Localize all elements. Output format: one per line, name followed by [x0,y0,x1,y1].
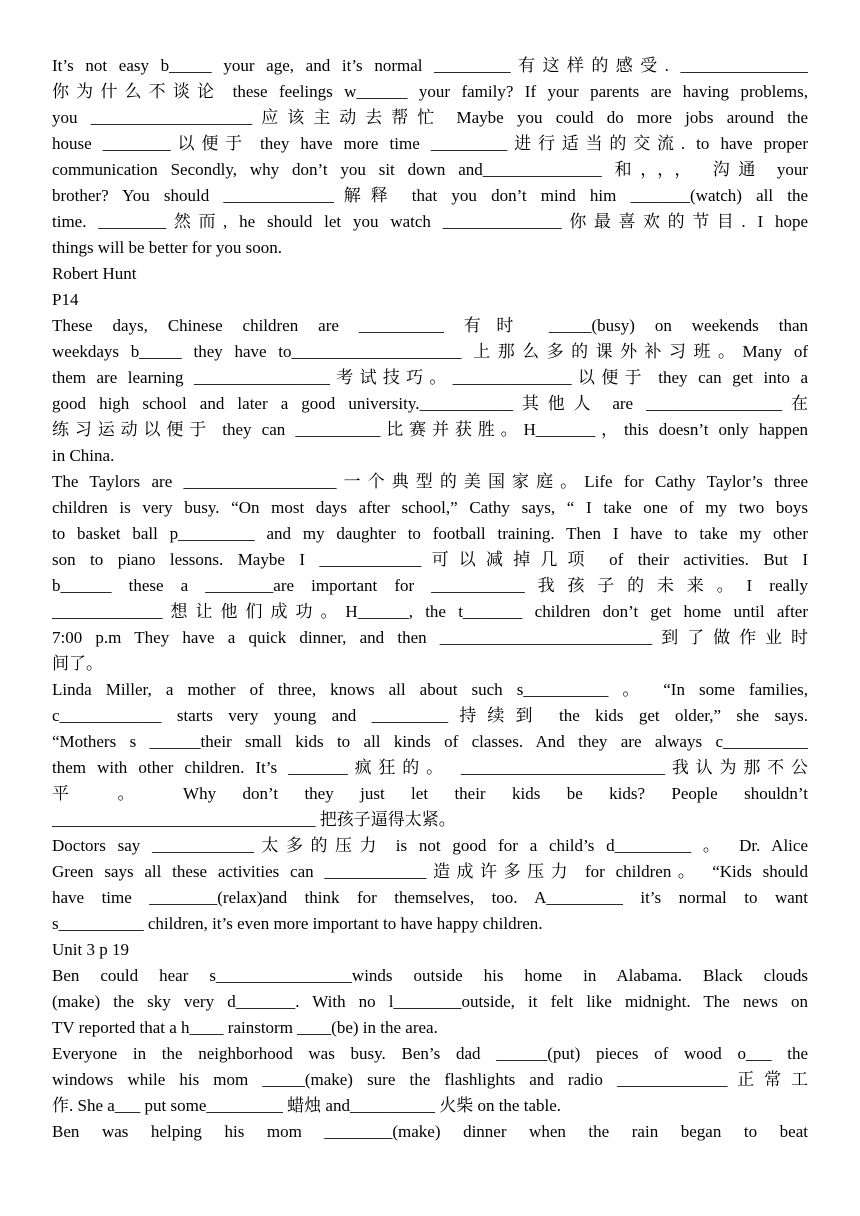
text-line-40: windows while his mom _____(make) sure the flashlights and radio _____________正常工 [52,1070,808,1089]
text-line-36: Ben could hear s________________winds outside his home in Alabama. Black clouds [52,966,808,985]
text-line-6: brother? You should _____________解释 that you don’t mind him _______(watch) all the [52,186,808,205]
text-line-39: Everyone in the neighborhood was busy. Ben’s dad ______(put) pieces of wood o___ the [52,1044,808,1063]
text-line-11: These days, Chinese children are __________ 有时 _____(busy) on weekends than [52,316,808,335]
text-line-12: weekdays b_____ they have to____________________ 上那么多的课外补习班。Many of [52,342,808,361]
text-line-2: 你为什么不谈论 these feelings w______ your family? If your parents are having problems, [52,82,808,101]
signature-line: Robert Hunt [52,264,137,283]
text-line-28: them with other children. It’s _______疯狂的。 ________________________我认为那不公 [52,758,808,777]
text-line-5: communication Secondly, why don’t you sit down and______________ 和，，， 沟通 your [52,160,808,179]
text-line-34: s__________ children, it’s even more important to have happy children. [52,914,543,933]
text-line-37: (make) the sky very d_______. With no l________outside, it felt like midnight. The news on [52,992,808,1011]
text-line-29: 平 。 Why don’t they just let their kids be kids? People shouldn’t [52,784,808,803]
text-line-27: “Mothers s ______their small kids to all kinds of classes. And they are always c__________ [52,732,808,751]
text-line-30: _______________________________ 把孩子逼得太紧。 [52,810,456,829]
text-line-18: children is very busy. “On most days after school,” Cathy says, “ I take one of my two boys [52,498,808,517]
text-line-8: things will be better for you soon. [52,238,282,257]
text-line-23: 7:00 p.m They have a quick dinner, and then _________________________到了做作业时 [52,628,808,647]
text-line-7: time. ________然而, he should let you watch ______________你最喜欢的节目. I hope [52,212,808,231]
text-line-38: TV reported that a h____ rainstorm ____(be) in the area. [52,1018,438,1037]
page-heading-p14: P14 [52,290,79,309]
text-line-21: b______ these a ________are important for ___________我孩子的未来。I really [52,576,808,595]
text-line-41: 作. She a___ put some_________ 蜡烛 and__________ 火柴 on the table. [52,1096,562,1115]
text-line-1: It’s not easy b_____ your age, and it’s normal _________有这样的感受. _______________ [52,56,808,75]
text-line-17: The Taylors are __________________一个典型的美国家庭。Life for Cathy Taylor’s three [52,472,808,491]
text-line-14: good high school and later a good university.___________其他人 are ________________在 [52,394,808,413]
text-line-3: you ___________________应该主动去帮忙 Maybe you could do more jobs around the [52,108,808,127]
text-line-15: 练习运动以便于 they can __________比赛并获胜。H_______，this doesn’t only happen [52,420,808,439]
text-line-19: to basket ball p_________ and my daughter to football training. Then I have to take my other [52,524,808,543]
text-line-42: Ben was helping his mom ________(make) dinner when the rain began to beat [52,1122,808,1141]
text-line-20: son to piano lessons. Maybe I ____________可以减掉几项 of their activities. But I [52,550,808,569]
text-line-22: _____________想让他们成功。H______, the t_______ children don’t get home until after [52,602,808,621]
document-page [52,53,808,1145]
text-line-4: house ________以便于 they have more time _________进行适当的交流. to have proper [52,134,808,153]
text-line-33: have time ________(relax)and think for themselves, too. A_________ it’s normal to want [52,888,808,907]
text-line-31: Doctors say ____________太多的压力 is not good for a child’s d_________ 。 Dr. Alice [52,836,808,855]
unit-heading: Unit 3 p 19 [52,940,129,959]
text-line-25: Linda Miller, a mother of three, knows all about such s__________ 。 “In some families, [52,680,808,699]
text-line-26: c____________ starts very young and _________持续到 the kids get older,” she says. [52,706,808,725]
text-line-13: them are learning ________________考试技巧。______________以便于 they can get into a [52,368,808,387]
text-line-32: Green says all these activities can ____________造成许多压力 for children。 “Kids should [52,862,808,881]
text-line-24: 间了。 [52,654,103,673]
text-line-16: in China. [52,446,115,465]
